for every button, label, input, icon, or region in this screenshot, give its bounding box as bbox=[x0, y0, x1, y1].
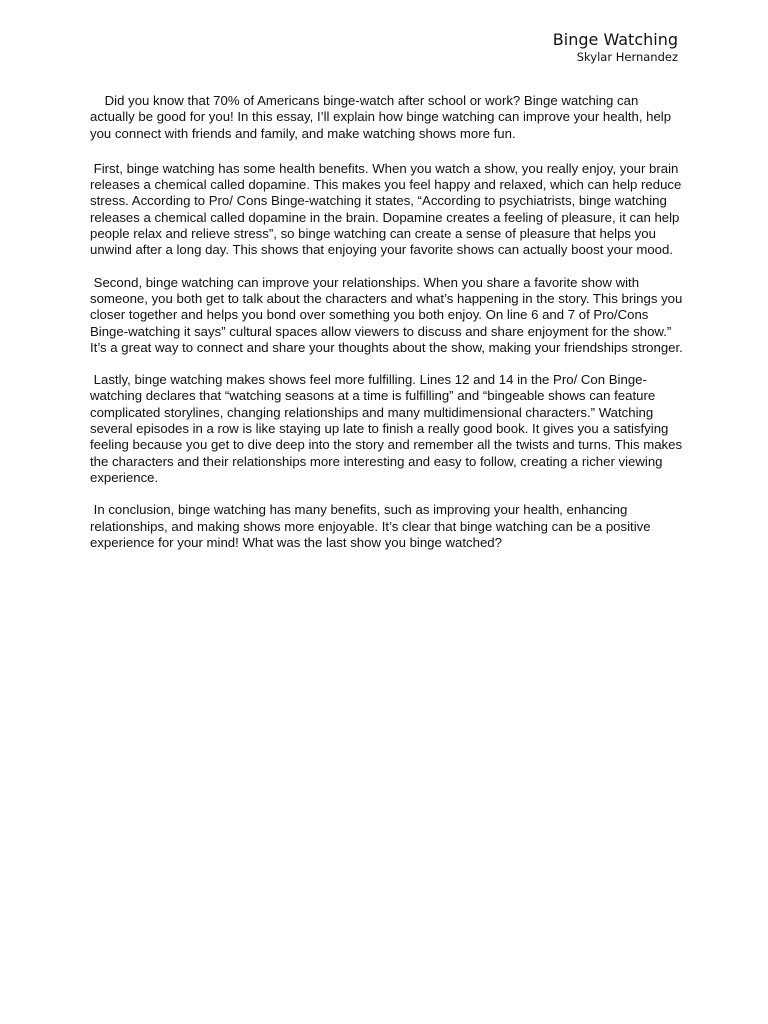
paragraph-conclusion: In conclusion, binge watching has many benefits, such as improving your health, enhancing relationships, and making shows more enjoyable. It’s clear that binge watching can be a positive experience for your mind! What was the last show you binge watched? bbox=[90, 502, 655, 550]
paragraph-introduction: Did you know that 70% of Americans binge-watch after school or work? Binge watching can actually be good for you! In this essay, I’ll explain how binge watching can improve your health, help you connect with friends and family, and make watching shows more fun. bbox=[90, 93, 675, 141]
paragraph-relationships: Second, binge watching can improve your relationships. When you share a favorite show with someone, you both get to talk about the characters and what’s happening in the story. This brings you closer together and helps you bond over something you both enjoy. On line 6 and 7 of Pro/Cons Binge-watching it says” cultural spaces allow viewers to discuss and share enjoyment for the show.” It’s a great way to connect and share your thoughts about the show, making your friendships stronger. bbox=[90, 274, 687, 355]
document-header bbox=[553, 29, 678, 65]
document-body bbox=[90, 93, 687, 551]
document-author: Skylar Hernandez bbox=[576, 50, 678, 64]
paragraph-health-benefits: First, binge watching has some health benefits. When you watch a show, you really enjoy, your brain releases a chemical called dopamine. This makes you feel happy and relaxed, which can help reduce stress. According to Pro/ Cons Binge-watching it states, “According to psychiatrists, binge watching releases a chemical called dopamine in the brain. Dopamine creates a feeling of pleasure, it can help people relax and relieve stress”, so binge watching can create a sense of pleasure that helps you unwind after a long day. This shows that enjoying your favorite shows can actually boost your mood. bbox=[90, 160, 686, 258]
document-title: Binge Watching bbox=[552, 30, 678, 49]
paragraph-fulfillment: Lastly, binge watching makes shows feel more fulfilling. Lines 12 and 14 in the Pro/ Con Binge-watching declares that “watching seasons at a time is fulfilling” and “bingeable shows can feature complicated storylines, changing relationships and many multidimensional characters.” Watching several episodes in a row is like staying up late to finish a really good book. It gives you a satisfying feeling because you get to dive deep into the story and remember all the twists and turns. This makes the characters and their relationships more interesting and easy to follow, creating a richer viewing experience. bbox=[90, 372, 686, 485]
